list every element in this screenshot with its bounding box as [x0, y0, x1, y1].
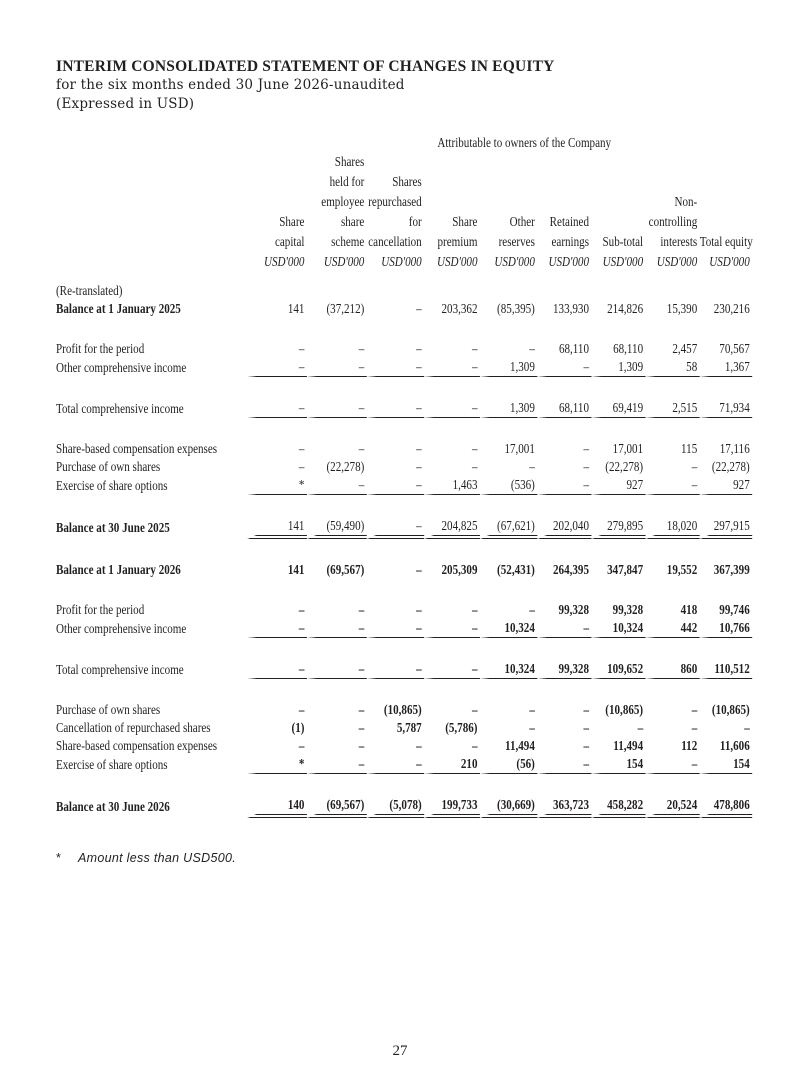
- value-cell: 68,110: [613, 341, 644, 356]
- table-row: [56, 561, 752, 579]
- value-cell: –: [537, 476, 591, 495]
- value-cell: –: [583, 738, 589, 753]
- table-row: [56, 601, 752, 619]
- footnote: [56, 851, 236, 865]
- value-cell: –: [307, 660, 367, 679]
- value-cell: –: [416, 441, 422, 456]
- value-cell: 2,515: [646, 399, 700, 418]
- column-header: [424, 152, 480, 252]
- value-cell: –: [307, 476, 367, 495]
- value-cell: 927: [700, 476, 752, 495]
- value-cell: –: [537, 358, 591, 377]
- row-label: Exercise of share options: [56, 756, 168, 772]
- value-cell: –: [537, 755, 591, 774]
- row-label: (Re-translated): [56, 283, 123, 298]
- equity-table: [56, 134, 753, 818]
- value-cell: 347,847: [607, 562, 644, 577]
- value-cell: –: [471, 738, 478, 753]
- value-cell: 205,309: [441, 562, 478, 577]
- table-row: [56, 755, 752, 774]
- value-cell: –: [744, 720, 750, 735]
- column-header: [247, 152, 307, 252]
- row-label: Purchase of own shares: [56, 702, 161, 717]
- row-label: Other comprehensive income: [56, 359, 187, 375]
- column-header: [307, 152, 367, 252]
- value-cell: 11,494: [613, 738, 644, 753]
- value-cell: (37,212): [326, 301, 365, 316]
- value-cell: –: [367, 517, 424, 539]
- value-cell: (22,278): [326, 459, 365, 474]
- value-cell: 71,934: [700, 399, 752, 418]
- value-cell: 11,606: [719, 738, 750, 753]
- column-unit: USD'000: [602, 254, 644, 269]
- value-cell: –: [358, 702, 365, 717]
- row-label: Balance at 1 January 2026: [56, 562, 181, 577]
- value-cell: 141: [287, 301, 305, 316]
- value-cell: –: [583, 459, 589, 474]
- value-cell: 210: [424, 755, 480, 774]
- column-header-line: Shares: [334, 154, 365, 169]
- column-header-line: scheme: [331, 234, 365, 249]
- value-cell: –: [691, 720, 698, 735]
- value-cell: –: [529, 341, 535, 356]
- column-header-line: for: [408, 214, 422, 229]
- value-cell: 478,806: [700, 796, 752, 818]
- row-label: Balance at 30 June 2026: [56, 799, 170, 814]
- table-row: [56, 358, 752, 377]
- value-cell: 1,309: [591, 358, 645, 377]
- column-header-line: employee: [321, 194, 365, 209]
- value-cell: –: [529, 720, 535, 735]
- value-cell: 15,390: [666, 301, 698, 316]
- column-unit: USD'000: [263, 254, 305, 269]
- column-header-line: capital: [274, 234, 305, 249]
- row-label: Profit for the period: [56, 341, 145, 356]
- value-cell: (30,669): [480, 796, 537, 818]
- value-cell: 68,110: [537, 399, 591, 418]
- value-cell: 68,110: [558, 341, 589, 356]
- value-cell: (22,278): [711, 459, 750, 474]
- column-header: [646, 152, 700, 252]
- statement-subtitle: for the six months ended 30 June 2026-unaudited: [56, 77, 405, 93]
- value-cell: –: [424, 619, 480, 638]
- footnote-text: Amount less than USD500.: [78, 851, 236, 865]
- column-header: [591, 152, 645, 252]
- value-cell: –: [416, 301, 422, 316]
- value-cell: 10,324: [591, 619, 645, 638]
- value-cell: –: [646, 755, 700, 774]
- value-cell: 418: [680, 602, 698, 617]
- value-cell: 70,567: [719, 341, 750, 356]
- value-cell: –: [529, 702, 535, 717]
- value-cell: –: [367, 619, 424, 638]
- value-cell: (10,865): [711, 702, 750, 717]
- column-header-line: premium: [437, 234, 478, 249]
- column-header-line: Non-: [674, 194, 698, 209]
- column-unit: USD'000: [548, 254, 589, 269]
- row-label: Share-based compensation expenses: [56, 738, 218, 753]
- value-cell: –: [583, 441, 589, 456]
- value-cell: –: [583, 720, 589, 735]
- value-cell: –: [424, 358, 480, 377]
- value-cell: –: [298, 459, 305, 474]
- value-cell: –: [529, 459, 535, 474]
- value-cell: 141: [287, 562, 305, 577]
- value-cell: –: [367, 476, 424, 495]
- value-cell: *: [247, 476, 307, 495]
- row-label: Total comprehensive income: [56, 400, 184, 416]
- value-cell: –: [424, 399, 480, 418]
- value-cell: (67,621): [480, 517, 537, 539]
- value-cell: –: [298, 341, 305, 356]
- value-cell: –: [247, 399, 307, 418]
- column-header-line: controlling: [648, 214, 698, 229]
- value-cell: –: [358, 738, 365, 753]
- value-cell: 1,463: [424, 476, 480, 495]
- value-cell: –: [637, 720, 644, 735]
- table-row: [56, 300, 752, 318]
- value-cell: 10,324: [480, 660, 537, 679]
- value-cell: –: [298, 702, 305, 717]
- value-cell: –: [583, 702, 589, 717]
- value-cell: 458,282: [591, 796, 645, 818]
- column-unit: USD'000: [381, 254, 422, 269]
- value-cell: (10,865): [605, 702, 644, 717]
- value-cell: 112: [681, 738, 698, 753]
- table-row: [56, 458, 752, 476]
- value-cell: –: [416, 738, 422, 753]
- column-header-line: reserves: [498, 234, 535, 249]
- table-row: [56, 701, 752, 719]
- column-header-line: repurchased: [368, 194, 422, 209]
- value-cell: 141: [247, 517, 307, 539]
- value-cell: –: [367, 755, 424, 774]
- value-cell: (1): [291, 720, 305, 735]
- value-cell: (10,865): [383, 702, 422, 717]
- value-cell: –: [537, 619, 591, 638]
- column-header-line: Shares: [392, 174, 422, 189]
- value-cell: 860: [646, 660, 700, 679]
- value-cell: –: [307, 755, 367, 774]
- value-cell: 230,216: [713, 301, 750, 316]
- table-row: [56, 340, 752, 358]
- value-cell: –: [471, 702, 478, 717]
- value-cell: 154: [591, 755, 645, 774]
- group-header: Attributable to owners of the Company: [437, 135, 612, 150]
- value-cell: (59,490): [307, 517, 367, 539]
- statement-header: [56, 57, 555, 114]
- value-cell: –: [358, 720, 365, 735]
- value-cell: (5,786): [445, 720, 478, 735]
- row-label: Balance at 1 January 2025: [56, 301, 181, 316]
- value-cell: 17,001: [504, 441, 535, 456]
- value-cell: 214,826: [607, 301, 644, 316]
- column-header: [700, 152, 752, 252]
- value-cell: –: [367, 660, 424, 679]
- value-cell: 10,324: [480, 619, 537, 638]
- statement-title: INTERIM CONSOLIDATED STATEMENT OF CHANGES IN EQUITY: [56, 58, 555, 75]
- value-cell: –: [646, 476, 700, 495]
- column-header-line: interests: [660, 234, 698, 249]
- value-cell: 1,309: [480, 399, 537, 418]
- value-cell: 10,766: [700, 619, 752, 638]
- table-row: [56, 619, 752, 638]
- value-cell: –: [416, 459, 422, 474]
- column-header-line: Total equity: [699, 234, 753, 249]
- value-cell: 109,652: [591, 660, 645, 679]
- column-unit: USD'000: [656, 254, 698, 269]
- value-cell: –: [471, 441, 478, 456]
- value-cell: 140: [247, 796, 307, 818]
- value-cell: 199,733: [424, 796, 480, 818]
- value-cell: 1,309: [480, 358, 537, 377]
- value-cell: 115: [681, 441, 698, 456]
- column-unit: USD'000: [709, 254, 750, 269]
- row-label: Balance at 30 June 2025: [56, 520, 170, 535]
- column-unit: USD'000: [494, 254, 535, 269]
- value-cell: –: [298, 738, 305, 753]
- table-row: [56, 282, 752, 300]
- table-row: [56, 399, 752, 418]
- value-cell: 154: [700, 755, 752, 774]
- row-label: Total comprehensive income: [56, 661, 184, 677]
- column-header: [367, 152, 424, 252]
- row-label: Cancellation of repurchased shares: [56, 720, 211, 735]
- value-cell: –: [529, 602, 535, 617]
- value-cell: 99,328: [612, 602, 644, 617]
- table-row: [56, 737, 752, 755]
- value-cell: 5,787: [396, 720, 422, 735]
- value-cell: (56): [480, 755, 537, 774]
- value-cell: *: [247, 755, 307, 774]
- value-cell: –: [416, 602, 422, 617]
- value-cell: (85,395): [497, 301, 535, 316]
- value-cell: –: [416, 341, 422, 356]
- value-cell: –: [691, 459, 698, 474]
- column-header-line: cancellation: [368, 234, 422, 249]
- value-cell: –: [307, 358, 367, 377]
- row-label: Other comprehensive income: [56, 620, 187, 636]
- value-cell: –: [367, 358, 424, 377]
- column-header: [537, 152, 591, 252]
- value-cell: 69,419: [591, 399, 645, 418]
- value-cell: (69,567): [307, 796, 367, 818]
- footnote-marker: *: [56, 851, 62, 865]
- value-cell: 367,399: [713, 562, 750, 577]
- value-cell: –: [471, 602, 478, 617]
- value-cell: –: [471, 459, 478, 474]
- value-cell: 99,328: [558, 602, 589, 617]
- value-cell: 202,040: [537, 517, 591, 539]
- column-header: [480, 152, 537, 252]
- column-header-line: held for: [329, 174, 365, 189]
- value-cell: 11,494: [505, 738, 535, 753]
- value-cell: –: [298, 441, 305, 456]
- value-cell: –: [307, 399, 367, 418]
- value-cell: –: [471, 341, 478, 356]
- row-label: Exercise of share options: [56, 477, 168, 493]
- value-cell: 363,723: [537, 796, 591, 818]
- value-cell: –: [247, 619, 307, 638]
- value-cell: 279,895: [591, 517, 645, 539]
- value-cell: –: [358, 602, 365, 617]
- value-cell: –: [424, 660, 480, 679]
- column-header-line: Retained: [549, 214, 589, 229]
- table-row: [56, 796, 752, 818]
- value-cell: (536): [480, 476, 537, 495]
- value-cell: 2,457: [672, 341, 698, 356]
- row-label: Profit for the period: [56, 602, 145, 617]
- value-cell: 264,395: [553, 562, 589, 577]
- value-cell: 99,328: [537, 660, 591, 679]
- value-cell: (52,431): [497, 562, 535, 577]
- value-cell: 297,915: [700, 517, 752, 539]
- value-cell: –: [247, 358, 307, 377]
- value-cell: –: [691, 702, 698, 717]
- page-number: 27: [392, 1043, 408, 1059]
- value-cell: 442: [646, 619, 700, 638]
- value-cell: (5,078): [367, 796, 424, 818]
- value-cell: 133,930: [553, 301, 589, 316]
- column-unit: USD'000: [436, 254, 478, 269]
- value-cell: 18,020: [646, 517, 700, 539]
- value-cell: –: [358, 341, 365, 356]
- column-header-line: Share: [452, 214, 478, 229]
- value-cell: 110,512: [700, 660, 752, 679]
- column-header-line: Other: [509, 214, 535, 229]
- value-cell: –: [416, 562, 422, 577]
- table-row: [56, 660, 752, 679]
- value-cell: –: [307, 619, 367, 638]
- value-cell: 1,367: [700, 358, 752, 377]
- row-label: Purchase of own shares: [56, 459, 161, 474]
- value-cell: 927: [591, 476, 645, 495]
- value-cell: (22,278): [605, 459, 644, 474]
- value-cell: 19,552: [666, 562, 698, 577]
- column-unit: USD'000: [323, 254, 365, 269]
- value-cell: 17,001: [612, 441, 644, 456]
- value-cell: 204,825: [424, 517, 480, 539]
- table-row: [56, 719, 752, 737]
- value-cell: 99,746: [719, 602, 750, 617]
- row-label: Share-based compensation expenses: [56, 441, 218, 456]
- value-cell: –: [358, 441, 365, 456]
- column-header-line: Sub-total: [602, 234, 644, 249]
- column-header-line: share: [340, 214, 365, 229]
- value-cell: 20,524: [646, 796, 700, 818]
- value-cell: 17,116: [719, 441, 750, 456]
- column-header-line: Share: [279, 214, 305, 229]
- value-cell: 203,362: [441, 301, 478, 316]
- table-row: [56, 517, 752, 539]
- value-cell: –: [247, 660, 307, 679]
- table-row: [56, 476, 752, 495]
- value-cell: 58: [646, 358, 700, 377]
- value-cell: (69,567): [326, 562, 365, 577]
- value-cell: –: [298, 602, 305, 617]
- table-row: [56, 440, 752, 458]
- value-cell: –: [367, 399, 424, 418]
- column-header-line: earnings: [551, 234, 589, 249]
- currency-note: (Expressed in USD): [56, 96, 195, 112]
